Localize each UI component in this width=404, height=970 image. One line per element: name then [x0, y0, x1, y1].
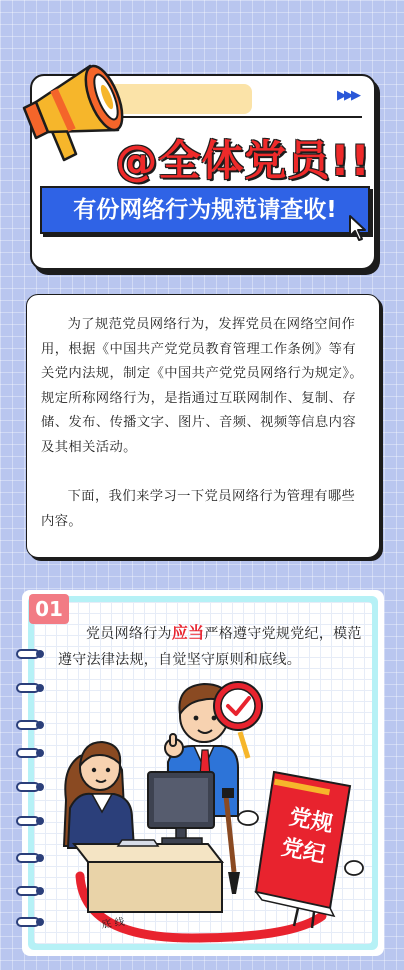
- intro-card: [26, 294, 380, 558]
- binder-ring-icon: [16, 915, 48, 929]
- megaphone-icon: [14, 44, 134, 174]
- intro-paragraph: 为了规范党员网络行为，发挥党员在网络空间作用，根据《中国共产党党员教育管理工作条例》等有关党内法规，制定《中国共产党党员网络行为规定》。规定所称网络行为，是指通过互联网制作、复制、存储、发布、传播文字、图片、音频、视频等信息内容及其相关活动。: [41, 317, 364, 455]
- binder-ring-icon: [16, 851, 48, 865]
- binder-ring-icon: [16, 718, 48, 732]
- bottom-line-label: 底 线: [100, 916, 126, 931]
- woman-figure: [64, 742, 134, 848]
- rules-book-icon: [238, 772, 363, 928]
- binder-ring-icon: [16, 681, 48, 695]
- book-text-line1: 党规: [287, 803, 336, 838]
- cursor-icon: [348, 214, 370, 242]
- section-number-badge: 01: [29, 594, 69, 624]
- scene-illustration: [62, 676, 372, 944]
- book-text-line2: 党纪: [279, 834, 328, 869]
- section-text: [58, 620, 370, 673]
- section-text-highlight: 应当: [171, 623, 205, 642]
- section-text-start: 党员网络行为: [86, 626, 172, 642]
- subtitle-banner: [40, 186, 370, 234]
- binder-ring-icon: [16, 884, 48, 898]
- binder-ring-icon: [16, 746, 48, 760]
- page-title: @全体党员!!: [115, 136, 371, 185]
- intro-paragraph: 下面，我们来学习一下党员网络行为管理有哪些内容。: [41, 489, 356, 529]
- arrows-icon: ▶▶▶: [337, 88, 358, 103]
- binder-ring-icon: [16, 780, 48, 794]
- binder-ring-icon: [16, 647, 48, 661]
- section-text-end: 严格遵守党规党纪，模范遵守法律法规，自觉坚守原则和底线。: [58, 626, 362, 668]
- binder-ring-icon: [16, 814, 48, 828]
- subtitle-text: 有份网络行为规范请查收!: [73, 197, 337, 223]
